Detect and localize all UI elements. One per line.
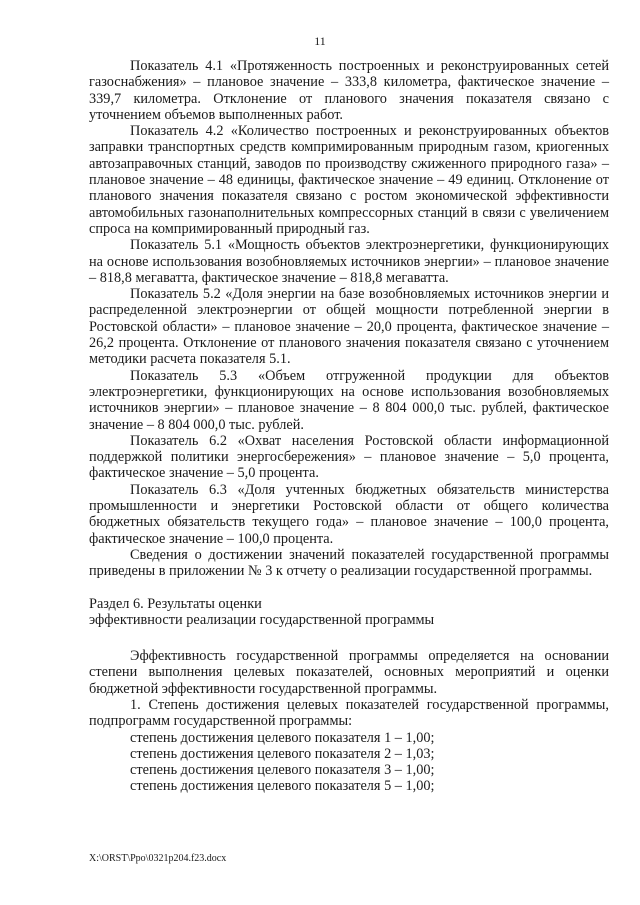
paragraph-indicator-4-2: Показатель 4.2 «Количество построенных и реконструированных объектов заправки транспортных средств компримированным природным газом, криогенных автозаправочных станций, заводов по производству сжиженного природного газа» – плановое значение – 48 единицы, фактическое значение – 49 единиц. Отклонение от планового значения показателя связано с ростом экономической эффективности автомобильных газонаполнительных компрессорных станций в связи с увеличением спроса на компримированный природный газ. [89, 123, 609, 237]
page-number: 11 [314, 34, 326, 48]
paragraph-indicator-6-2: Показатель 6.2 «Охват населения Ростовской области информационной поддержкой политики энергосбережения» – плановое значение – 5,0 процента, фактическое значение – 5,0 процента. [89, 432, 609, 482]
paragraph-indicator-4-1: Показатель 4.1 «Протяженность построенных и реконструированных сетей газоснабжения» – плановое значение – 333,8 километра, фактическое значение – 339,7 километра. Отклонение от планового значения показателя связано с уточнением объемов выполненных работ. [89, 58, 609, 123]
list-item: степень достижения целевого показателя 3 – 1,00; [130, 762, 435, 779]
paragraph-appendix-reference: Сведения о достижении значений показателей государственной программы приведены в приложении № 3 к отчету о реализации государственной программы. [89, 546, 609, 580]
section-heading [89, 596, 609, 629]
list-item: степень достижения целевого показателя 5 – 1,00; [130, 778, 435, 795]
paragraph-degree-achievement: 1. Степень достижения целевых показателей государственной программы, подпрограмм государственной программы: [89, 696, 609, 730]
footer-file-path: X:\ORST\Ppo\0321p204.f23.docx [89, 853, 227, 864]
document-body [89, 58, 609, 795]
section-heading-line-1: Раздел 6. Результаты оценки [89, 595, 262, 612]
paragraph-efficiency: Эффективность государственной программы определяется на основании степени выполнения целевых показателей, основных мероприятий и оценки бюджетной эффективности государственной программы. [89, 648, 609, 697]
paragraph-indicator-5-3: Показатель 5.3 «Объем отгруженной продукции для объектов электроэнергетики, функционирующих на основе использования возобновляемых источников энергии» – плановое значение – 8 804 000,0 тыс. рублей, фактическое значение – 8 804 000,0 тыс. рублей. [89, 367, 609, 433]
paragraph-indicator-6-3: Показатель 6.3 «Доля учтенных бюджетных обязательств министерства промышленности и энергетики Ростовской области от общего количества бюджетных обязательств текущего года» – плановое значение – 100,0 процента, фактическое значение – 100,0 процента. [89, 481, 609, 547]
paragraph-indicator-5-2: Показатель 5.2 «Доля энергии на базе возобновляемых источников энергии и распределенной электроэнергии от общей мощности потребленной энергии в Ростовской области» – плановое значение – 20,0 процента, фактическое значение – 26,2 процента. Отклонение от планового значения показателя связано с уточнением методики расчета показателя 5.1. [89, 286, 609, 368]
section-heading-line-2: эффективности реализации государственной программы [89, 611, 435, 628]
list-item: степень достижения целевого показателя 2 – 1,03; [130, 745, 435, 762]
paragraph-indicator-5-1: Показатель 5.1 «Мощность объектов электроэнергетики, функционирующих на основе использования возобновляемых источников энергии» – плановое значение – 818,8 мегаватта, фактическое значение – 818,8 мегаватта. [89, 237, 609, 286]
list-item: степень достижения целевого показателя 1 – 1,00; [130, 729, 435, 746]
